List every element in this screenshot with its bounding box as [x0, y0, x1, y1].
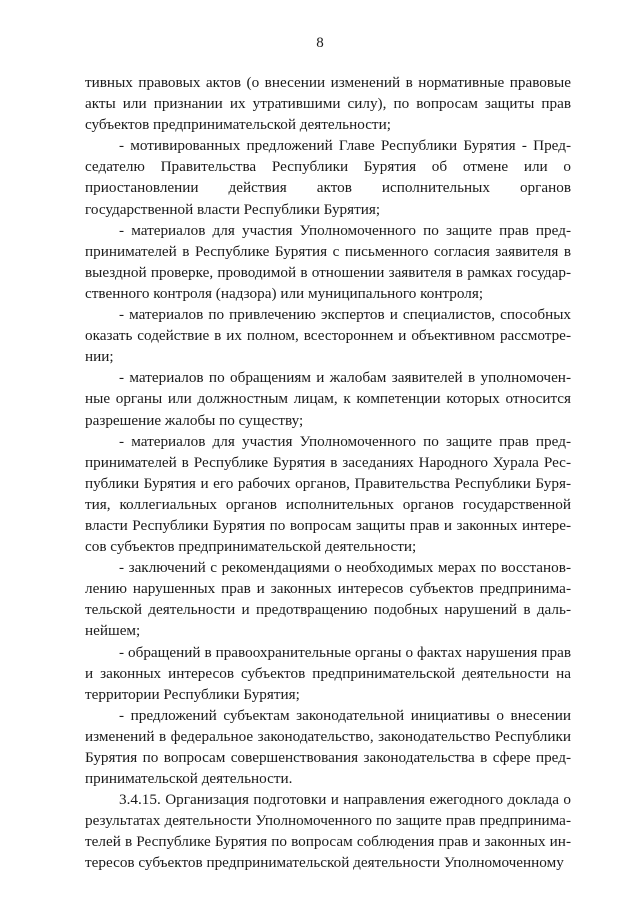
paragraph-continued: тивных правовых актов (о внесении изменений в нормативные правовые акты или признании их утратившими силу), по вопросам защиты прав субъектов предпринимательской деятельности; — [85, 74, 571, 134]
document-body — [85, 72, 571, 874]
paragraph-meetings-materials: - материалов для участия Уполномоченного по защите прав предпринимателей в Республике Бурятия в заседаниях Народного Хурала Республики Бурятия и его рабочих органов, Правительства Республики Бурятия, коллегиальных органов исполнительных органов государственной власти Республики Бурятия по вопросам защиты прав и законных интересов субъектов предпринимательской деятельности; — [85, 432, 571, 556]
paragraph-experts-materials: - материалов по привлечению экспертов и специалистов, способных оказать содействие в их полном, всестороннем и объективном рассмотрении; — [85, 306, 571, 366]
paragraph-proposals-to-head: - мотивированных предложений Главе Республики Бурятия - Председателю Правительства Республики Бурятия об отмене или о приостановлении действия актов исполнительных органов государственной власти Республики Бурятия; — [85, 137, 571, 218]
paragraph-legislative-proposals: - предложений субъектам законодательной инициативы о внесении изменений в федеральное законодательство, законодательство Республики Бурятия по вопросам совершенствования законодательства в сфере предпринимательской деятельности. — [85, 706, 571, 788]
paragraph-complaints-materials: - материалов по обращениям и жалобам заявителей в уполномоченные органы или должностным лицам, к компетенции которых относится разрешение жалобы по существу; — [85, 369, 571, 429]
page-number: 8 — [316, 35, 324, 51]
paragraph-recommendations: - заключений с рекомендациями о необходимых мерах по восстановлению нарушенных прав и законных интересов субъектов предпринимательской деятельности и предотвращению подобных нарушений в дальнейшем; — [85, 559, 571, 640]
paragraph-field-inspection-materials: - материалов для участия Уполномоченного по защите прав предпринимателей в Республике Бурятия с письменного согласия заявителя в выездной проверке, проводимой в отношении заявителя в рамках государственного контроля (надзора) или муниципального контроля; — [85, 221, 571, 302]
paragraph-law-enforcement-appeals: - обращений в правоохранительные органы о фактах нарушения прав и законных интересов субъектов предпринимательской деятельности на территории Республики Бурятия; — [85, 643, 571, 703]
paragraph-section-3-4-15: 3.4.15. Организация подготовки и направления ежегодного доклада о результатах деятельности Уполномоченного по защите прав предпринимателей в Республике Бурятия по вопросам соблюдения прав и законных интересов субъектов предпринимательской деятельности Уполномоченному — [85, 791, 571, 872]
